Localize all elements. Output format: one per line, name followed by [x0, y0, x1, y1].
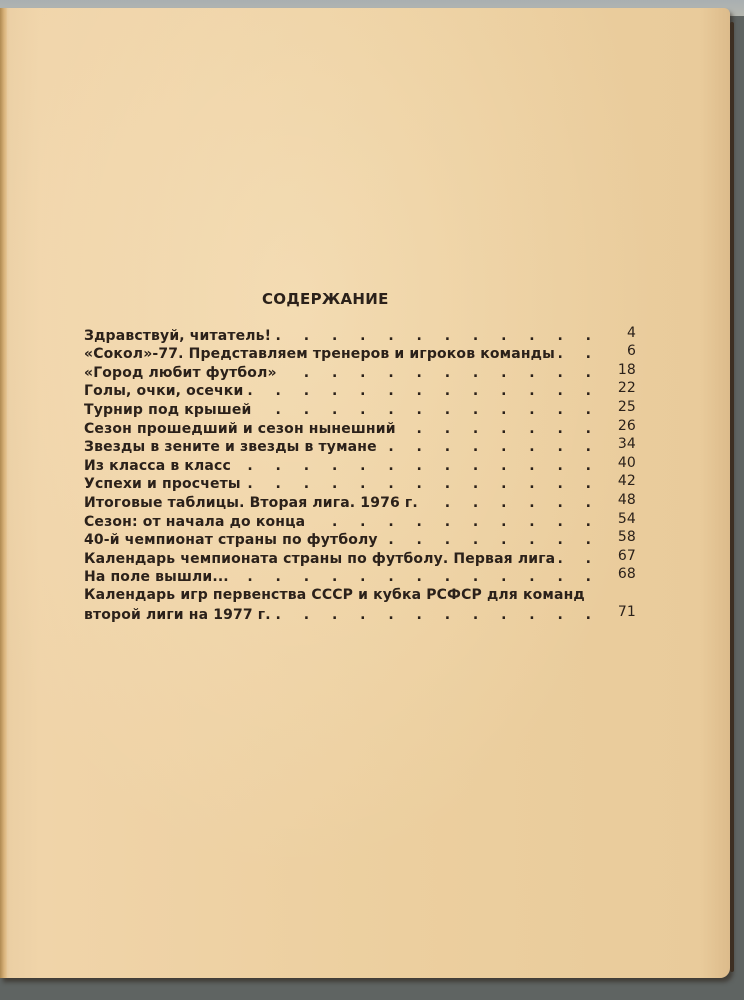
toc-entry [84, 438, 636, 457]
dot-leader [255, 401, 600, 419]
toc-entry-page: 54 [617, 510, 636, 527]
dot-leader [235, 457, 600, 475]
toc-entry [84, 382, 636, 401]
toc-entry [84, 363, 636, 382]
toc-entry [84, 512, 636, 531]
toc-entry-title: Турнир под крышей [84, 401, 252, 418]
dot-leader [559, 550, 600, 568]
toc-entry-page: 26 [617, 417, 636, 434]
dot-leader [559, 345, 600, 363]
toc-entry-page: 25 [617, 398, 636, 415]
dot-leader [275, 606, 600, 624]
dot-leader [381, 438, 600, 456]
toc-entry-title: Успехи и просчеты [84, 476, 241, 493]
dot-leader [275, 327, 600, 345]
toc-entry-title-line2: второй лиги на 1977 г. [84, 607, 271, 624]
toc-entry-page: 6 [626, 343, 636, 360]
toc-entry-title: Сезон прошедший и сезон нынешний [84, 420, 396, 437]
toc-entry-title: Голы, очки, осечки [84, 383, 244, 400]
toc-entry-title: Сезон: от начала до конца [84, 513, 306, 530]
toc-entry-page: 34 [617, 436, 636, 453]
dot-leader [281, 364, 600, 382]
toc-entry-title: «Город любит футбол» [84, 364, 277, 381]
toc-entry-page: 58 [617, 529, 636, 546]
toc-entry-line2 [84, 604, 636, 624]
toc-entry [84, 493, 636, 512]
toc-entry [84, 586, 636, 624]
toc-entry [84, 345, 636, 364]
toc-entry-title: 40-й чемпионат страны по футболу [84, 532, 378, 549]
toc-entry-title: Календарь чемпионата страны по футболу. Первая лига [84, 550, 556, 567]
page-right-edge [730, 22, 734, 972]
toc-list [84, 326, 636, 624]
toc-entry-title: «Сокол»-77. Представляем тренеров и игроков команды [84, 346, 555, 363]
toc-entry-page: 18 [617, 361, 636, 378]
dot-leader [309, 513, 600, 531]
toc-entry-title: Звезды в зените и звезды в тумане [84, 439, 377, 456]
dot-leader [422, 494, 600, 512]
table-of-contents [84, 290, 636, 624]
toc-entry-page: 42 [617, 473, 636, 490]
toc-entry-title: Здравствуй, читатель! [84, 327, 272, 344]
toc-entry [84, 456, 636, 475]
dot-leader [233, 568, 600, 586]
dot-leader [400, 420, 600, 438]
toc-entry [84, 568, 636, 587]
toc-entry-page: 71 [617, 604, 636, 621]
toc-entry [84, 419, 636, 438]
dot-leader [245, 475, 600, 493]
toc-entry-page: 4 [626, 324, 636, 341]
toc-entry-page: 22 [617, 380, 636, 397]
toc-entry [84, 549, 636, 568]
toc-entry-page: 68 [617, 566, 636, 583]
toc-entry [84, 475, 636, 494]
toc-entry-title: На поле вышли... [84, 569, 229, 586]
toc-entry-title: Из класса в класс [84, 457, 231, 474]
toc-heading: СОДЕРЖАНИЕ [262, 290, 389, 308]
toc-entry [84, 326, 636, 345]
dot-leader [247, 382, 600, 400]
toc-entry-page: 67 [617, 547, 636, 564]
toc-entry [84, 531, 636, 550]
toc-entry-page: 40 [617, 454, 636, 471]
page-spine-edge [0, 8, 7, 978]
toc-entry-title-line1: Календарь игр первенства СССР и кубка РСФСР для команд [84, 587, 585, 604]
toc-entry-page: 48 [617, 491, 636, 508]
toc-entry-title: Итоговые таблицы. Вторая лига. 1976 г. [84, 494, 418, 511]
toc-entry [84, 400, 636, 419]
book-page [0, 8, 730, 978]
dot-leader [382, 531, 600, 549]
